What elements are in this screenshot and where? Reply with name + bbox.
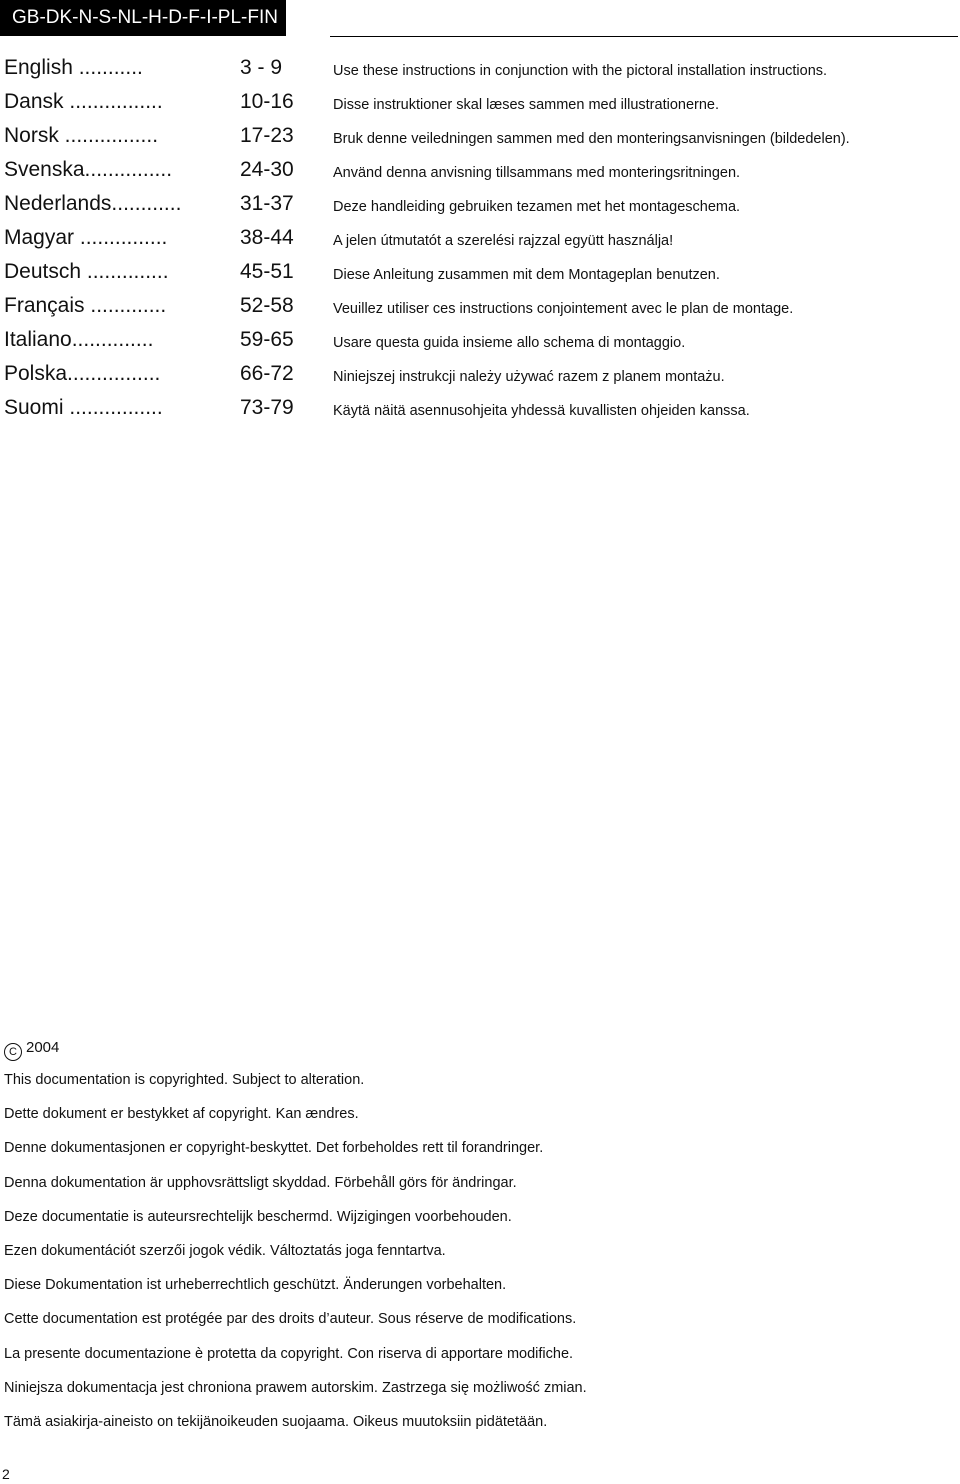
header-divider	[330, 36, 958, 37]
toc-language: Norsk ................	[4, 124, 159, 147]
toc-pages: 3 - 9	[240, 56, 283, 79]
language-table-of-contents	[4, 51, 299, 425]
copyright-notice-swedish: Denna dokumentation är upphovsrättsligt skyddad. Förbehåll görs för ändringar.	[4, 1174, 517, 1191]
toc-entry[interactable]	[4, 187, 299, 221]
toc-pages: 24-30	[240, 158, 294, 181]
toc-entry[interactable]	[4, 119, 299, 153]
copyright-notice-dutch: Deze documentatie is auteursrechtelijk beschermd. Wijzigingen voorbehouden.	[4, 1208, 512, 1225]
toc-pages: 66-72	[240, 362, 294, 385]
toc-language: English ...........	[4, 56, 143, 79]
instruction-line-danish: Disse instruktioner skal læses sammen med illustrationerne.	[333, 97, 720, 113]
copyright-year: 2004	[26, 1039, 60, 1056]
instruction-line-french: Veuillez utiliser ces instructions conjointement avec le plan de montage.	[333, 301, 794, 317]
toc-language: Nederlands............	[4, 192, 182, 215]
instruction-line-german: Diese Anleitung zusammen mit dem Montageplan benutzen.	[333, 267, 720, 283]
instruction-line-hungarian: A jelen útmutatót a szerelési rajzzal együtt használja!	[333, 233, 674, 249]
toc-entry[interactable]	[4, 85, 299, 119]
copyright-notices	[4, 1066, 944, 1442]
instruction-line-dutch: Deze handleiding gebruiken tezamen met het montageschema.	[333, 199, 741, 215]
toc-entry[interactable]	[4, 255, 299, 289]
toc-entry[interactable]	[4, 391, 299, 425]
instruction-line-italian: Usare questa guida insieme allo schema di montaggio.	[333, 335, 686, 351]
toc-entry[interactable]	[4, 153, 299, 187]
usage-instructions	[333, 54, 953, 428]
toc-pages: 17-23	[240, 124, 294, 147]
copyright-line	[4, 1037, 59, 1061]
instruction-line-norwegian: Bruk denne veiledningen sammen med den monteringsanvisningen (bildedelen).	[333, 131, 850, 147]
toc-language: Italiano..............	[4, 328, 154, 351]
instruction-line-finnish: Käytä näitä asennusohjeita yhdessä kuvallisten ohjeiden kanssa.	[333, 403, 750, 419]
toc-pages: 45-51	[240, 260, 294, 283]
instruction-line-english: Use these instructions in conjunction with the pictoral installation instructions.	[333, 63, 828, 79]
toc-language: Français .............	[4, 294, 167, 317]
instruction-line-polish: Niniejszej instrukcji należy używać razem z planem montażu.	[333, 369, 725, 385]
copyright-notice-english: This documentation is copyrighted. Subject to alteration.	[4, 1072, 365, 1088]
toc-entry[interactable]	[4, 51, 299, 85]
toc-language: Polska................	[4, 362, 161, 385]
toc-entry[interactable]	[4, 357, 299, 391]
copyright-notice-french: Cette documentation est protégée par des droits d’auteur. Sous réserve de modifications.	[4, 1311, 577, 1328]
copyright-notice-norwegian: Denne dokumentasjonen er copyright-beskyttet. Det forbeholdes rett til forandringer.	[4, 1140, 544, 1157]
toc-entry[interactable]	[4, 221, 299, 255]
copyright-notice-danish: Dette dokument er bestykket af copyright. Kan ændres.	[4, 1106, 359, 1123]
copyright-notice-polish: Niniejsza dokumentacja jest chroniona prawem autorskim. Zastrzega się możliwość zmian.	[4, 1379, 587, 1396]
instruction-line-swedish: Använd denna anvisning tillsammans med monteringsritningen.	[333, 165, 741, 181]
toc-pages: 73-79	[240, 396, 294, 419]
toc-entry[interactable]	[4, 289, 299, 323]
language-codes-header: GB-DK-N-S-NL-H-D-F-I-PL-FIN	[0, 0, 286, 36]
toc-pages: 31-37	[240, 192, 294, 215]
toc-language: Deutsch ..............	[4, 260, 169, 283]
toc-language: Magyar ...............	[4, 226, 168, 249]
toc-language: Suomi ................	[4, 396, 163, 419]
toc-language: Svenska...............	[4, 158, 173, 181]
toc-pages: 10-16	[240, 90, 294, 113]
copyright-notice-hungarian: Ezen dokumentációt szerzői jogok védik. Változtatás joga fenntartva.	[4, 1242, 446, 1259]
copyright-notice-finnish: Tämä asiakirja-aineisto on tekijänoikeuden suojaama. Oikeus muutoksiin pidätetään.	[4, 1413, 548, 1430]
toc-language: Dansk ................	[4, 90, 163, 113]
page-number: 2	[2, 1466, 10, 1482]
copyright-icon: C	[4, 1043, 22, 1061]
copyright-notice-italian: La presente documentazione è protetta da copyright. Con riserva di apportare modifiche.	[4, 1345, 574, 1362]
toc-pages: 38-44	[240, 226, 294, 249]
toc-pages: 59-65	[240, 328, 294, 351]
copyright-notice-german: Diese Dokumentation ist urheberrechtlich geschützt. Änderungen vorbehalten.	[4, 1277, 507, 1294]
toc-entry[interactable]	[4, 323, 299, 357]
toc-pages: 52-58	[240, 294, 294, 317]
